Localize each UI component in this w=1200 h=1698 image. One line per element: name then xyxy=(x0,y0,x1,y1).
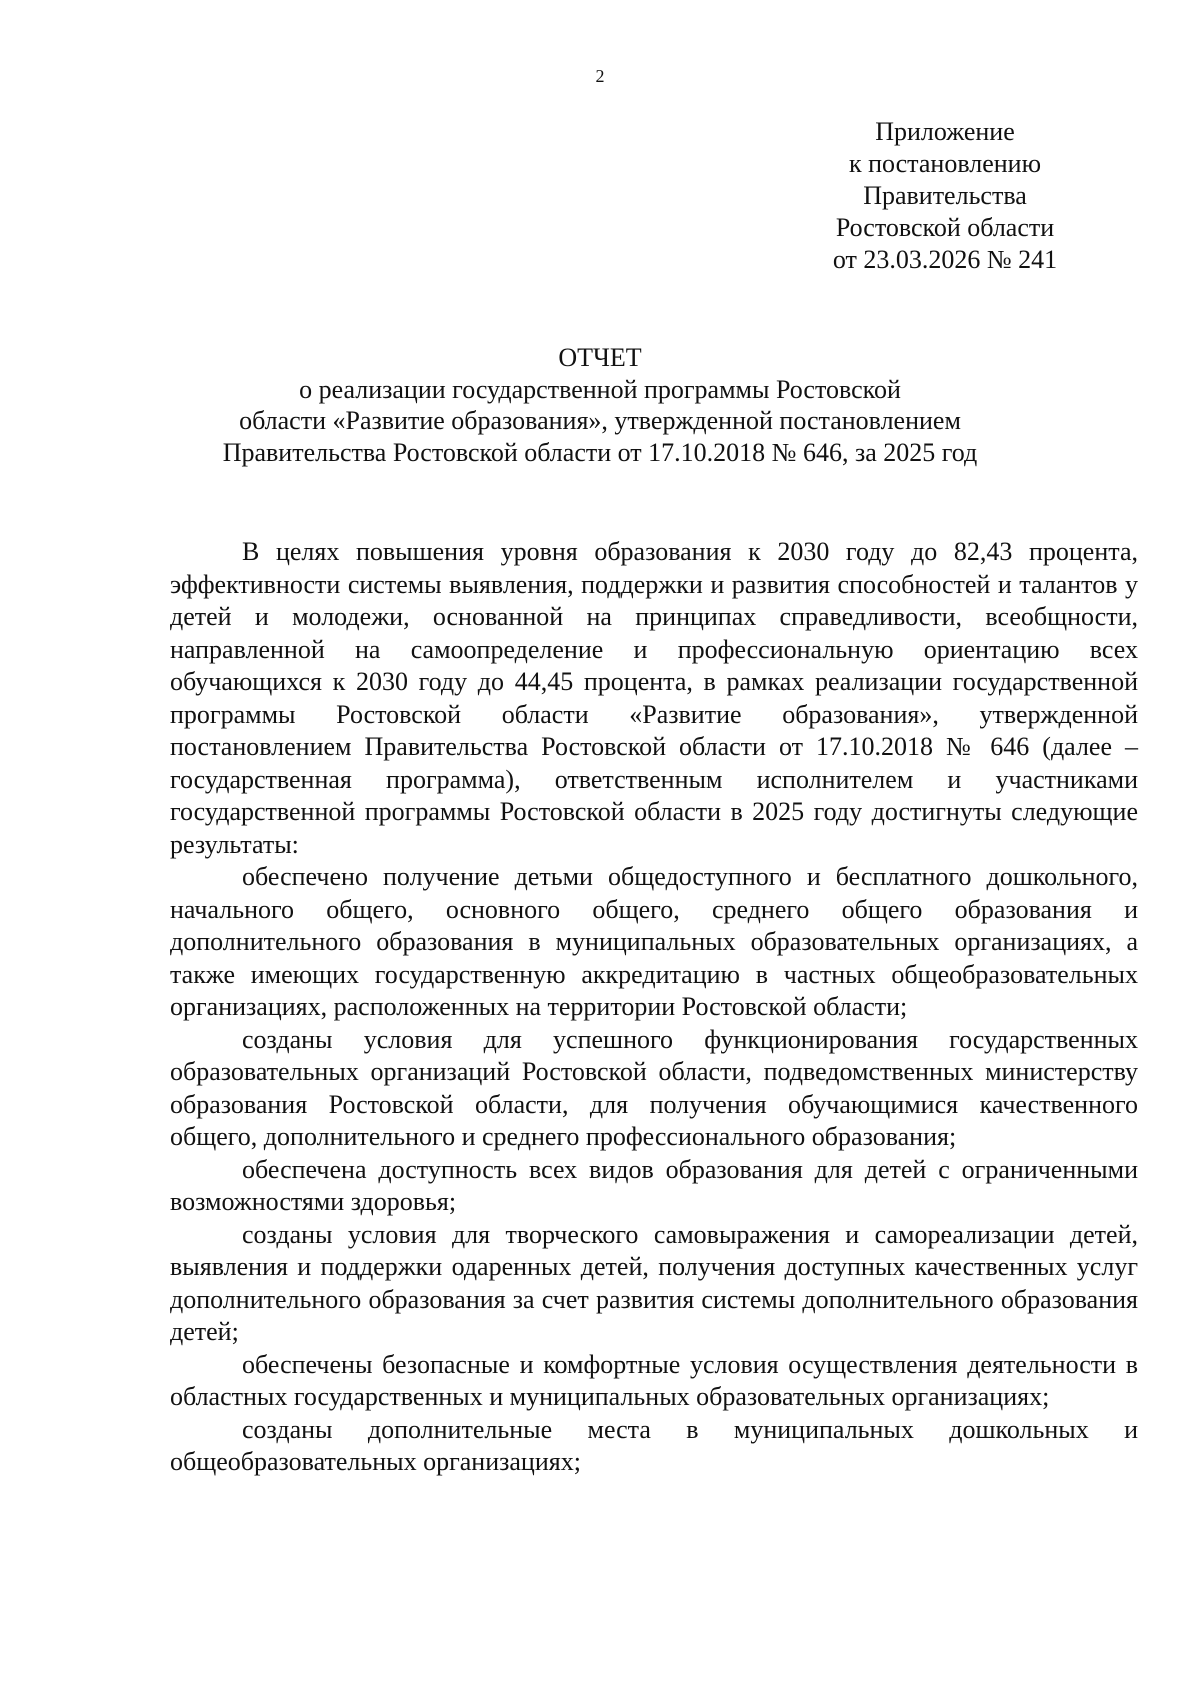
appendix-line: Приложение xyxy=(875,117,1015,146)
report-title xyxy=(150,342,1050,468)
report-subtitle-line: о реализации государственной программы Ростовской xyxy=(299,374,901,404)
appendix-line: от 23.03.2026 № 241 xyxy=(832,245,1058,274)
body-paragraph: созданы условия для успешного функционирования государственных образовательных организаций Ростовской области, подведомственных министерству образования Ростовской области, для получения обучающимися качественного общего, дополнительного и среднего профессионального образования; xyxy=(170,1024,1138,1151)
report-heading: ОТЧЕТ xyxy=(558,343,642,372)
appendix-line: Ростовской области xyxy=(835,213,1055,242)
body-paragraph: созданы условия для творческого самовыражения и самореализации детей, выявления и поддержки одаренных детей, получения доступных качественных услуг дополнительного образования за счет развития системы дополнительного образования детей; xyxy=(170,1219,1138,1346)
report-subtitle-line: Правительства Ростовской области от 17.10.2018 № 646, за 2025 год xyxy=(222,437,978,467)
body-paragraph: созданы дополнительные места в муниципальных дошкольных и общеобразовательных организациях; xyxy=(170,1414,1138,1476)
report-subtitle-line: области «Развитие образования», утвержденной постановлением xyxy=(239,406,961,435)
page-number: 2 xyxy=(595,66,605,86)
report-body xyxy=(170,536,1138,1479)
body-paragraph: обеспечены безопасные и комфортные условия осуществления деятельности в областных государственных и муниципальных образовательных организациях; xyxy=(170,1349,1138,1411)
body-paragraph: обеспечено получение детьми общедоступного и бесплатного дошкольного, начального общего, основного общего, среднего общего образования и дополнительного образования в муниципальных образовательных организациях, а также имеющих государственную аккредитацию в частных общеобразовательных организациях, расположенных на территории Ростовской области; xyxy=(170,862,1138,1021)
appendix-line: Правительства xyxy=(863,181,1027,210)
appendix-line: к постановлению xyxy=(848,149,1042,178)
body-paragraph: обеспечена доступность всех видов образования для детей с ограниченными возможностями здоровья; xyxy=(170,1154,1138,1216)
body-paragraph: В целях повышения уровня образования к 2030 году до 82,43 процента, эффективности системы выявления, поддержки и развития способностей и талантов у детей и молодежи, основанной на принципах справедливости, всеобщности, направленной на самоопределение и профессиональную ориентацию всех обучающихся к 2030 году до 44,45 процента, в рамках реализации государственной программы Ростовской области «Развитие образования», утвержденной постановлением Правительства Ростовской области от 17.10.2018 № 646 (далее – государственная программа), ответственным исполнителем и участниками государственной программы Ростовской области в 2025 году достигнуты следующие результаты: xyxy=(170,537,1138,859)
appendix-block xyxy=(800,116,1090,276)
